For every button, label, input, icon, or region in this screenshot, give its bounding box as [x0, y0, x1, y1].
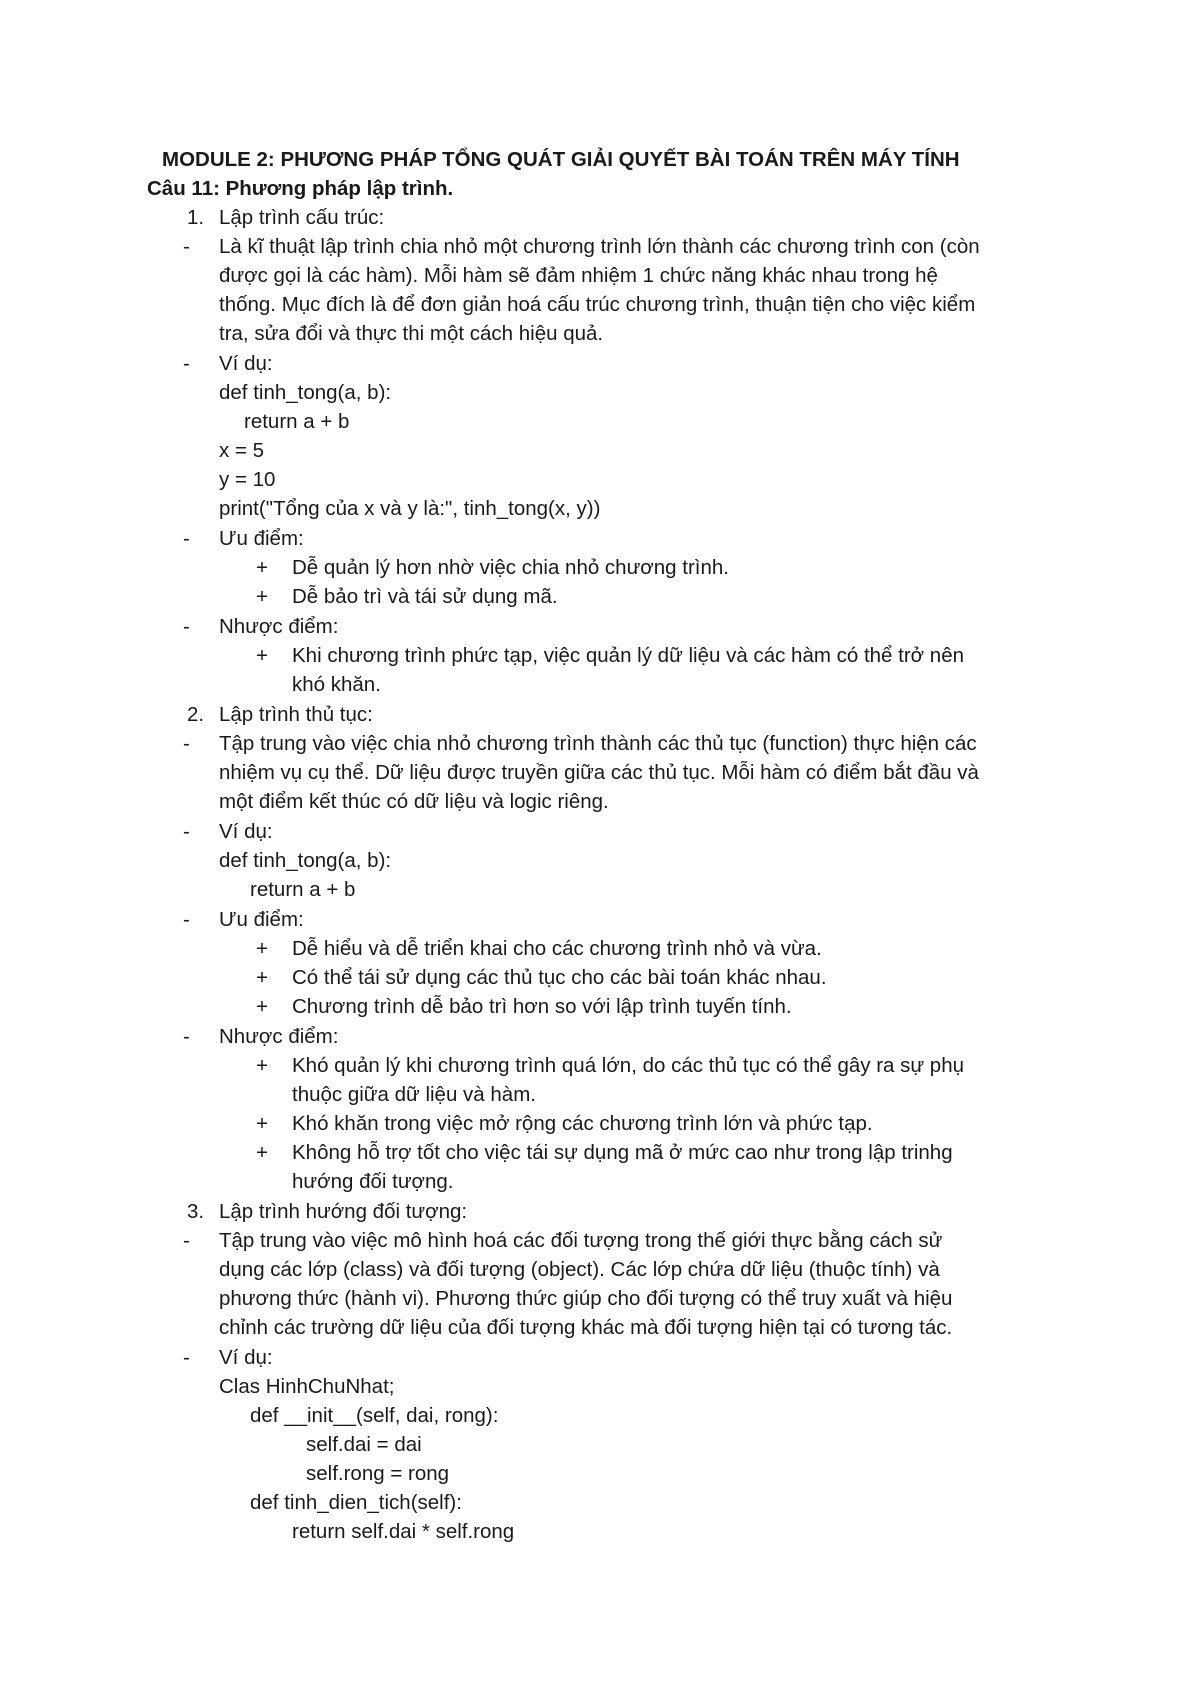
section-1-number: 1.: [187, 206, 205, 229]
dash-marker: -: [183, 908, 190, 931]
section-2-con-item: Khó quản lý khi chương trình quá lớn, do các thủ tục có thể gây ra sự phụ: [292, 1054, 965, 1077]
section-1-cons-label: Nhược điểm:: [219, 615, 339, 638]
section-2-con-item: Không hỗ trợ tốt cho việc tái sự dụng mã ở mức cao như trong lập trinhg: [292, 1141, 953, 1164]
section-1-desc-line: thống. Mục đích là để đơn giản hoá cấu trúc chương trình, thuận tiện cho việc kiểm: [219, 293, 976, 316]
dash-marker: -: [183, 732, 190, 755]
section-2-desc-line: Tập trung vào việc chia nhỏ chương trình thành các thủ tục (function) thực hiện các: [219, 732, 977, 755]
code-line: print("Tổng của x và y là:", tinh_tong(x, y)): [219, 497, 601, 520]
dash-marker: -: [183, 1346, 190, 1369]
code-line: y = 10: [219, 468, 276, 491]
plus-marker: +: [256, 1054, 268, 1077]
section-2-pro-item: Chương trình dễ bảo trì hơn so với lập trình tuyến tính.: [292, 995, 792, 1018]
code-line: Clas HinhChuNhat;: [219, 1375, 395, 1398]
section-2-example-label: Ví dụ:: [219, 820, 273, 843]
section-3-number: 3.: [187, 1200, 205, 1223]
dash-marker: -: [183, 615, 190, 638]
dash-marker: -: [183, 1229, 190, 1252]
section-2-con-item: thuộc giữa dữ liệu và hàm.: [292, 1083, 536, 1106]
plus-marker: +: [256, 995, 268, 1018]
section-2-pros-label: Ưu điểm:: [219, 908, 304, 931]
section-3-title: Lập trình hướng đối tượng:: [219, 1200, 468, 1223]
code-line: x = 5: [219, 439, 265, 462]
code-line: def tinh_tong(a, b):: [219, 849, 392, 872]
code-line: return self.dai * self.rong: [292, 1520, 515, 1543]
section-1-pro-item: Dễ quản lý hơn nhờ việc chia nhỏ chương trình.: [292, 556, 729, 579]
section-1-pro-item: Dễ bảo trì và tái sử dụng mã.: [292, 585, 558, 608]
plus-marker: +: [256, 585, 268, 608]
dash-marker: -: [183, 352, 190, 375]
section-1-con-item: khó khăn.: [292, 673, 381, 696]
code-line: def __init__(self, dai, rong):: [250, 1404, 499, 1427]
section-2-title: Lập trình thủ tục:: [219, 703, 373, 726]
section-2-desc-line: nhiệm vụ cụ thể. Dữ liệu được truyền giữa các thủ tục. Mỗi hàm có điểm bắt đầu và: [219, 761, 979, 784]
dash-marker: -: [183, 1025, 190, 1048]
plus-marker: +: [256, 644, 268, 667]
section-1-example-label: Ví dụ:: [219, 352, 273, 375]
code-line: return a + b: [250, 878, 356, 901]
dash-marker: -: [183, 527, 190, 550]
section-3-example-label: Ví dụ:: [219, 1346, 273, 1369]
plus-marker: +: [256, 556, 268, 579]
section-2-cons-label: Nhược điểm:: [219, 1025, 339, 1048]
dash-marker: -: [183, 235, 190, 258]
plus-marker: +: [256, 1141, 268, 1164]
section-1-desc-line: tra, sửa đổi và thực thi một cách hiệu quả.: [219, 322, 604, 345]
module-title: MODULE 2: PHƯƠNG PHÁP TỔNG QUÁT GIẢI QUYẾT BÀI TOÁN TRÊN MÁY TÍNH: [162, 148, 960, 171]
section-2-con-item: hướng đối tượng.: [292, 1170, 454, 1193]
section-3-desc-line: chỉnh các trường dữ liệu của đối tượng khác mà đối tượng hiện tại có tương tác.: [219, 1316, 953, 1339]
section-1-title: Lập trình cấu trúc:: [219, 206, 385, 229]
section-2-number: 2.: [187, 703, 205, 726]
section-2-pro-item: Có thể tái sử dụng các thủ tục cho các bài toán khác nhau.: [292, 966, 827, 989]
section-3-desc-line: dụng các lớp (class) và đối tượng (object). Các lớp chứa dữ liệu (thuộc tính) và: [219, 1258, 940, 1281]
plus-marker: +: [256, 937, 268, 960]
section-2-desc-line: một điểm kết thúc có dữ liệu và logic riêng.: [219, 790, 609, 813]
section-1-desc-line: Là kĩ thuật lập trình chia nhỏ một chương trình lớn thành các chương trình con (còn: [219, 235, 980, 258]
code-line: self.rong = rong: [306, 1462, 450, 1485]
code-line: def tinh_tong(a, b):: [219, 381, 392, 404]
section-2-pro-item: Dễ hiểu và dễ triển khai cho các chương trình nhỏ và vừa.: [292, 937, 822, 960]
section-1-desc-line: được gọi là các hàm). Mỗi hàm sẽ đảm nhiệm 1 chức năng khác nhau trong hệ: [219, 264, 938, 287]
plus-marker: +: [256, 1112, 268, 1135]
section-1-pros-label: Ưu điểm:: [219, 527, 304, 550]
code-line: self.dai = dai: [306, 1433, 422, 1456]
question-title: Câu 11: Phương pháp lập trình.: [147, 177, 454, 200]
plus-marker: +: [256, 966, 268, 989]
code-line: def tinh_dien_tich(self):: [250, 1491, 462, 1514]
section-3-desc-line: phương thức (hành vi). Phương thức giúp cho đối tượng có thể truy xuất và hiệu: [219, 1287, 953, 1310]
section-2-con-item: Khó khăn trong việc mở rộng các chương trình lớn và phức tạp.: [292, 1112, 873, 1135]
code-line: return a + b: [244, 410, 350, 433]
dash-marker: -: [183, 820, 190, 843]
section-1-con-item: Khi chương trình phức tạp, việc quản lý dữ liệu và các hàm có thể trở nên: [292, 644, 965, 667]
section-3-desc-line: Tập trung vào việc mô hình hoá các đối tượng trong thế giới thực bằng cách sử: [219, 1229, 943, 1252]
